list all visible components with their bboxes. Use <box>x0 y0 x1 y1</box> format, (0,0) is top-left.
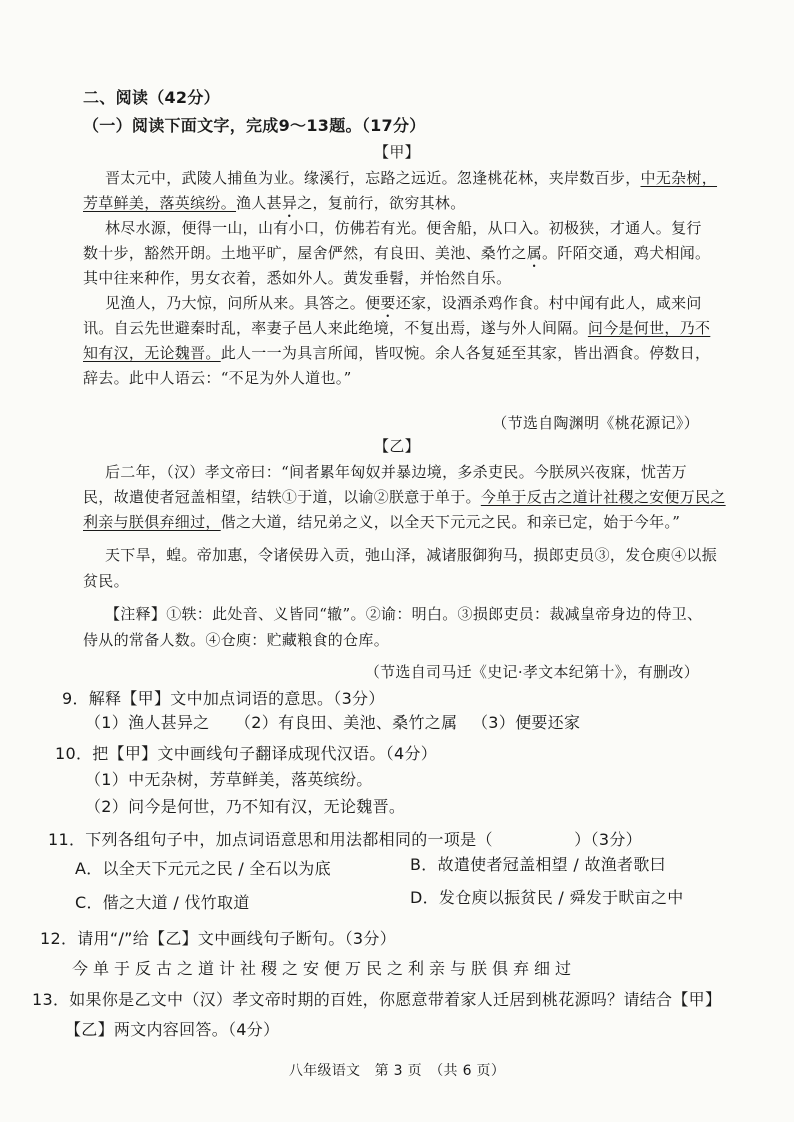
question-10: 10．把【甲】文中画线句子翻译成现代汉语。（4分） <box>55 744 438 763</box>
q9-option-2: （2）有良田、美池、桑竹之属 <box>235 713 458 732</box>
question-12: 12．请用“/”给【乙】文中画线句子断句。（3分） <box>40 929 397 948</box>
q11-option-b: B．故遣使者冠盖相望 / 故渔者歌曰 <box>410 855 666 874</box>
jia-line-6: 见渔人，乃大惊，问所从来。具答之。便要还家，设酒杀鸡作食。村中闻有此人，咸来问 <box>105 294 702 312</box>
jia-line-1: 晋太元中，武陵人捕鱼为业。缘溪行，忘路之远近。忽逢桃花林，夹岸数百步，中无杂树， <box>105 169 718 187</box>
jia-line-2: 芳草鲜美，落英缤纷。渔人甚异之，复前行，欲穷其林。 <box>83 194 466 212</box>
yi-line-4: 天下旱，蝗。帝加惠，令诸侯毋入贡，弛山泽，减诸服御狗马，损郎吏员③，发仓庾④以振 <box>105 546 718 564</box>
q11-option-a: A．以全天下元元之民 / 全石以为底 <box>75 859 331 878</box>
q12-sentence: 今单于反古之道计社稷之安便万民之利亲与朕俱弃细过 <box>72 959 577 978</box>
q9-option-1: （1）渔人甚异之 <box>85 713 210 732</box>
jia-line-3: 林尽水源，便得一山，山有小口，仿佛若有光。便舍船，从口入。初极狭，才通人。复行 <box>105 219 702 237</box>
section-title: 二、阅读（42分） <box>83 88 220 107</box>
question-13: 13．如果你是乙文中（汉）孝文帝时期的百姓，你愿意带着家人迁居到桃花源吗？请结合【甲】 <box>32 990 722 1009</box>
jia-line-8: 知有汉，无论魏晋。此人一一为具言所闻，皆叹惋。余人各复延至其家，皆出酒食。停数日， <box>83 344 711 362</box>
q10-item-1: （1）中无杂树，芳草鲜美，落英缤纷。 <box>85 770 373 789</box>
yi-line-2: 民，故遣使者冠盖相望，结轶①于道，以谕②朕意于单于。今单于反古之道计社稷之安便万民之 <box>83 488 726 506</box>
yi-label: 【乙】 <box>374 437 420 455</box>
page-footer: 八年级语文 第 3 页 （共 6 页） <box>288 1063 506 1079</box>
q11-option-d: D．发仓庾以振贫民 / 舜发于畎亩之中 <box>410 888 684 907</box>
yi-line-1: 后二年，（汉）孝文帝曰：“间者累年匈奴并暴边境，多杀吏民。今朕夙兴夜寐，忧苦万 <box>105 463 687 481</box>
question-9: 9．解释【甲】文中加点词语的意思。（3分） <box>62 689 385 708</box>
notes-line-1: 【注释】①轶：此处音、义皆同“辙”。②谕：明白。③损郎吏员：裁减皇帝身边的侍卫、 <box>105 605 703 623</box>
jia-source: （节选自陶渊明《桃花源记》） <box>492 414 699 432</box>
notes-line-2: 侍从的常备人数。④仓庾：贮藏粮食的仓库。 <box>83 631 390 649</box>
jia-line-7: 讯。自云先世避秦时乱，率妻子邑人来此绝境，不复出焉，遂与外人间隔。问今是何世，乃不 <box>83 319 711 337</box>
jia-label: 【甲】 <box>374 143 420 161</box>
jia-line-4: 数十步，豁然开朗。土地平旷，屋舍俨然，有良田、美池、桑竹之属。阡陌交通，鸡犬相闻。 <box>83 244 711 262</box>
q9-option-3: （3）便要还家 <box>472 713 581 732</box>
yi-line-5: 贫民。 <box>83 572 129 590</box>
question-13-cont: 【乙】两文内容回答。（4分） <box>65 1020 280 1039</box>
jia-line-9: 辞去。此中人语云：“不足为外人道也。” <box>83 369 352 387</box>
yi-source: （节选自司马迁《史记·孝文本纪第十》，有删改） <box>364 663 699 681</box>
q10-item-2: （2）问今是何世，乃不知有汉，无论魏晋。 <box>85 797 406 816</box>
part-title: （一）阅读下面文字，完成9～13题。（17分） <box>83 116 426 135</box>
q11-option-c: C．偕之大道 / 伐竹取道 <box>75 893 250 912</box>
jia-line-5: 其中往来种作，男女衣着，悉如外人。黄发垂髫，并怡然自乐。 <box>83 269 512 287</box>
yi-line-3: 利亲与朕俱弃细过，偕之大道，结兄弟之义，以全天下元元之民。和亲已定，始于今年。” <box>83 513 681 531</box>
question-11: 11．下列各组句子中，加点词语意思和用法都相同的一项是（ ）（3分） <box>48 830 642 849</box>
